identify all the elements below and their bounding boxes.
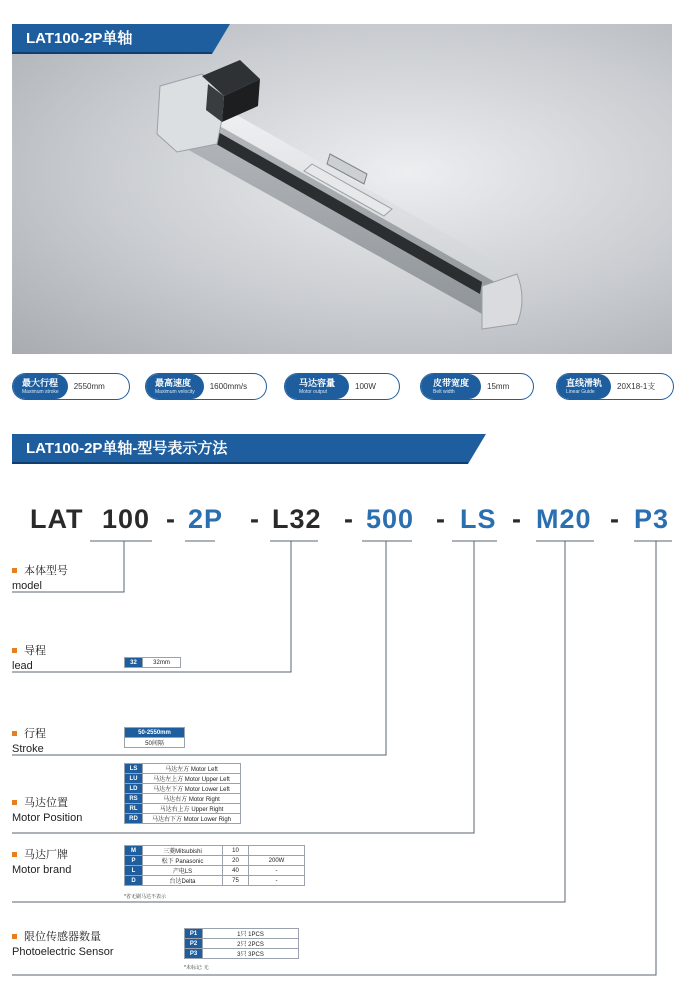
table-row xyxy=(125,866,305,876)
table-row xyxy=(185,929,299,939)
position-code: RS xyxy=(125,794,143,804)
table-row xyxy=(125,814,241,824)
spec-label-en: Maximum stroke xyxy=(22,388,59,395)
spec-value: 20X18-1支 xyxy=(617,382,656,391)
position-desc: 马达右下方 Motor Lower Righ xyxy=(143,814,241,824)
code-100: 100 xyxy=(102,504,151,534)
stroke-step: 50间隔 xyxy=(125,738,185,748)
table-row xyxy=(125,856,305,866)
label-model xyxy=(12,562,68,592)
brand-wattage-code: 10 xyxy=(223,846,249,856)
sensor-table xyxy=(184,928,299,959)
sensor-note: *未标记: 无 xyxy=(184,965,209,971)
position-desc: 马达左方 Motor Left xyxy=(143,764,241,774)
motor-brand-table xyxy=(124,845,305,886)
sensor-value: 1只 1PCS xyxy=(203,929,299,939)
position-code: LD xyxy=(125,784,143,794)
brand-wattage-code: 75 xyxy=(223,876,249,886)
code-dash: - xyxy=(512,504,522,534)
table-row xyxy=(125,784,241,794)
label-motor-brand xyxy=(12,846,71,876)
label-motor-position xyxy=(12,794,82,824)
label-position-en: Motor Position xyxy=(12,812,83,824)
code-l32: L32 xyxy=(272,504,322,534)
position-code: RL xyxy=(125,804,143,814)
brand-name: 松下 Panasonic xyxy=(143,856,223,866)
brand-name: 三菱Mitsubishi xyxy=(143,846,223,856)
table-row xyxy=(125,804,241,814)
code-ls: LS xyxy=(460,504,497,534)
brand-power: - xyxy=(249,876,305,886)
brand-name: 台达Delta xyxy=(143,876,223,886)
label-sensor-en: Photoelectric Sensor xyxy=(12,946,114,958)
brand-code: P xyxy=(125,856,143,866)
code-m20: M20 xyxy=(536,504,592,534)
position-desc: 马达左上方 Motor Upper Left xyxy=(143,774,241,784)
table-row xyxy=(125,738,185,748)
table-row xyxy=(125,728,185,738)
position-code: LS xyxy=(125,764,143,774)
position-desc: 马达右方 Motor Right xyxy=(143,794,241,804)
label-sensor xyxy=(12,928,114,958)
table-row xyxy=(125,764,241,774)
spec-value: 100W xyxy=(355,382,376,391)
motor-position-table xyxy=(124,763,241,824)
code-p3: P3 xyxy=(634,504,670,534)
spec-label-en: Linear Guide xyxy=(566,388,595,395)
code-500: 500 xyxy=(366,504,415,534)
position-code: LU xyxy=(125,774,143,784)
code-dash: - xyxy=(344,504,354,534)
spec-label-en: Belt width xyxy=(433,388,455,395)
stroke-table xyxy=(124,727,185,748)
position-desc: 马达左下方 Motor Lower Left xyxy=(143,784,241,794)
label-sensor-zh: 限位传感器数量 xyxy=(12,928,114,944)
brand-power: 200W xyxy=(249,856,305,866)
lead-code: 32 xyxy=(125,658,143,668)
table-row xyxy=(185,949,299,959)
label-position-zh: 马达位置 xyxy=(12,794,82,810)
label-brand-en: Motor brand xyxy=(12,864,72,876)
code-dash: - xyxy=(166,504,176,534)
lead-table xyxy=(124,657,181,668)
brand-name: 产电LS xyxy=(143,866,223,876)
position-code: RD xyxy=(125,814,143,824)
label-model-zh: 本体型号 xyxy=(12,562,68,578)
spec-value: 1600mm/s xyxy=(209,382,248,391)
table-row xyxy=(125,658,181,668)
brand-wattage-code: 20 xyxy=(223,856,249,866)
spec-value: 15mm xyxy=(487,382,510,391)
brand-power xyxy=(249,846,305,856)
lead-value: 32mm xyxy=(143,658,181,668)
sensor-value: 2只 2PCS xyxy=(203,939,299,949)
spec-label-en: Motor output xyxy=(299,388,328,395)
spec-label: 直线滑轨 xyxy=(566,377,603,388)
label-lead-en: lead xyxy=(12,660,33,672)
label-stroke-en: Stroke xyxy=(12,743,44,755)
brand-wattage-code: 40 xyxy=(223,866,249,876)
sensor-code: P3 xyxy=(185,949,203,959)
table-row xyxy=(125,876,305,886)
spec-value: 2550mm xyxy=(73,382,105,391)
brand-code: D xyxy=(125,876,143,886)
code-dash: - xyxy=(250,504,260,534)
label-lead xyxy=(12,642,46,672)
label-lead-zh: 导程 xyxy=(12,642,46,658)
code-lat: LAT xyxy=(30,504,84,534)
spec-label: 皮带宽度 xyxy=(433,377,470,388)
sensor-code: P1 xyxy=(185,929,203,939)
code-dash: - xyxy=(436,504,446,534)
brand-code: M xyxy=(125,846,143,856)
position-desc: 马达右上方 Upper Right xyxy=(143,804,241,814)
sensor-value: 3只 3PCS xyxy=(203,949,299,959)
label-brand-zh: 马达厂牌 xyxy=(12,846,71,862)
sensor-code: P2 xyxy=(185,939,203,949)
code-dash: - xyxy=(610,504,620,534)
brand-note: *省无刷马达不表示 xyxy=(124,894,166,900)
label-model-en: model xyxy=(12,580,42,592)
code-2p: 2P xyxy=(188,504,224,534)
table-row xyxy=(185,939,299,949)
spec-label-en: Maximum velocity xyxy=(155,388,195,395)
spec-label: 最大行程 xyxy=(22,377,59,388)
product-title-banner: LAT100-2P单轴 xyxy=(12,24,212,54)
spec-label: 最高速度 xyxy=(155,377,192,388)
label-stroke xyxy=(12,725,46,755)
stroke-range: 50-2550mm xyxy=(125,728,185,738)
table-row xyxy=(125,846,305,856)
label-stroke-zh: 行程 xyxy=(12,725,46,741)
table-row xyxy=(125,794,241,804)
spec-label: 马达容量 xyxy=(299,377,336,388)
brand-code: L xyxy=(125,866,143,876)
table-row xyxy=(125,774,241,784)
brand-power: - xyxy=(249,866,305,876)
model-code-banner: LAT100-2P单轴-型号表示方法 xyxy=(12,434,468,464)
